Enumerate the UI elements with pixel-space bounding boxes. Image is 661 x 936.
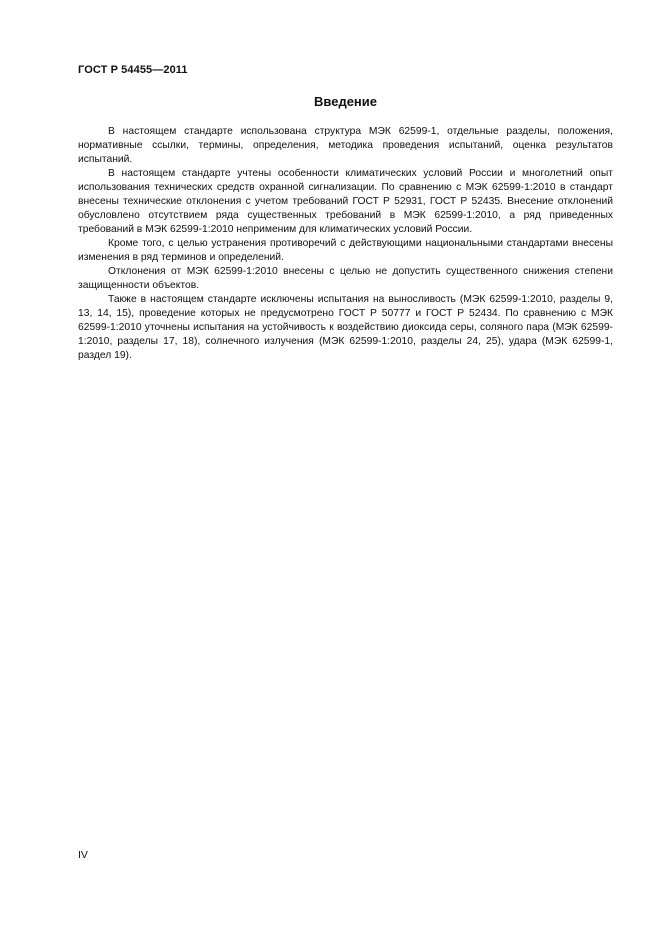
paragraph-excluded-tests: Также в настоящем стандарте исключены испытания на выносливость (МЭК 62599-1:2010, разделы 9, 13, 14, 15), проведение которых не предусмотрено ГОСТ Р 50777 и ГОСТ Р 52434. По сравнению с МЭК 62599-1:2010 уточнены испытания на устойчивость к воздействию диоксида серы, соляного пара (МЭК 62599-1:2010, разделы 17, 18), солнечного излучения (МЭК 62599-1:2010, разделы 24, 25), удара (МЭК 62599-1, раздел 19).: [78, 294, 613, 361]
page-number: IV: [78, 849, 88, 861]
document-code-header: ГОСТ Р 54455—2011: [78, 64, 188, 76]
paragraph-terminology: Кроме того, с целью устранения противоречий с действующими национальными стандартами внесены изменения в ряд терминов и определений.: [78, 238, 613, 263]
section-title: Введение: [314, 94, 377, 109]
paragraph-climate-deviations: В настоящем стандарте учтены особенности климатических условий России и многолетний опыт использования технических средств охранной сигнализации. По сравнению с МЭК 62599-1:2010 в стандарт внесены технические отклонения с учетом требований ГОСТ Р 52931, ГОСТ Р 52435. Внесение отклонений обусловлено отсутствием ряда существенных требований в МЭК 62599-1:2010, а ряд приведенных требований в МЭК 62599-1:2010 неприменим для климатических условий России.: [78, 168, 613, 235]
introduction-body: [78, 125, 613, 363]
paragraph-deviation-purpose: Отклонения от МЭК 62599-1:2010 внесены с целью не допустить существенного снижения степени защищенности объектов.: [78, 266, 613, 291]
paragraph-structure: В настоящем стандарте использована структура МЭК 62599-1, отдельные разделы, положения, нормативные ссылки, термины, определения, методика проведения испытаний, оценка результатов испытаний.: [78, 126, 613, 165]
